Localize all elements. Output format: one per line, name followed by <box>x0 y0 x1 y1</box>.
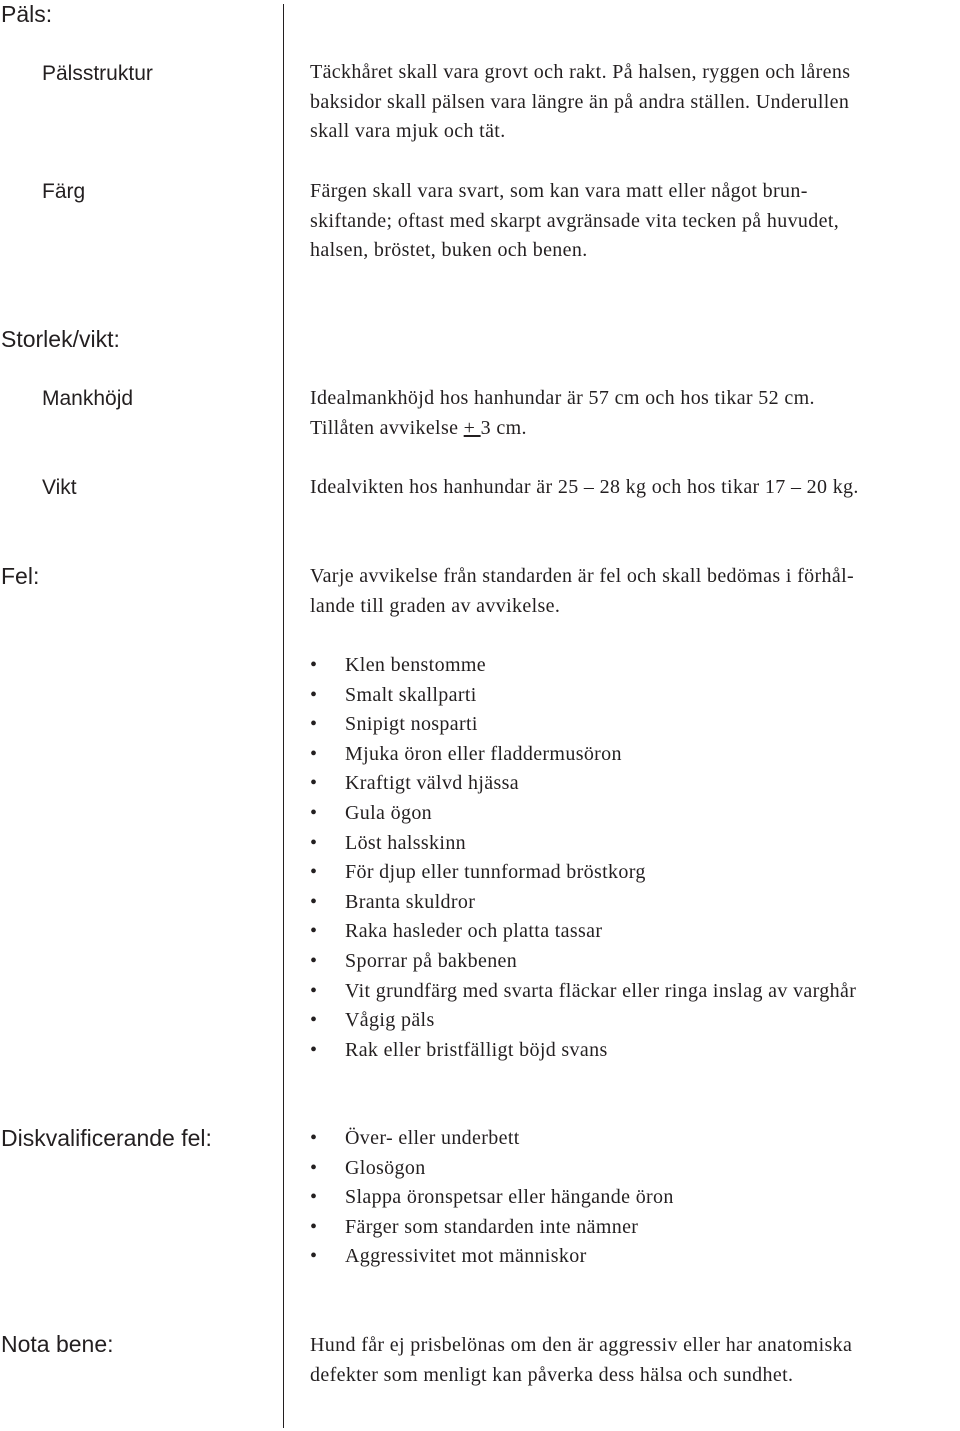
bullet: • <box>310 1127 318 1149</box>
section-heading-fel: Fel: <box>1 563 40 589</box>
section-heading-nota: Nota bene: <box>1 1331 114 1357</box>
list-item <box>310 769 856 799</box>
list-item-text: Vit grundfärg med svarta fläckar eller ringa inslag av varghår <box>345 979 857 1002</box>
column-divider <box>283 4 284 1428</box>
list-item <box>310 977 856 1007</box>
label-vikt: Vikt <box>42 476 77 499</box>
list-item-text: Smalt skallparti <box>345 683 477 706</box>
text-palsstruktur <box>310 58 850 147</box>
list-item <box>310 947 856 977</box>
bullet: • <box>310 831 318 854</box>
tolerance-prefix: Tillåten avvikelse <box>310 416 464 439</box>
bullet: • <box>310 742 318 765</box>
list-item <box>310 740 856 770</box>
text-fel-intro <box>310 562 854 621</box>
list-item <box>310 710 856 740</box>
list-item-text: Mjuka öron eller fladdermusöron <box>345 742 622 765</box>
text-nota <box>310 1331 852 1390</box>
bullet: • <box>310 772 318 795</box>
plus-minus-sign: + <box>463 416 481 439</box>
bullet: • <box>310 920 318 943</box>
bullet: • <box>310 1038 318 1061</box>
text-farg <box>310 177 839 266</box>
list-item <box>310 1183 674 1213</box>
list-item <box>310 888 856 918</box>
text-line: Hund får ej prisbelönas om den är aggressiv eller har anatomiska <box>310 1334 853 1356</box>
list-item <box>310 799 856 829</box>
list-item-text: Vågig päls <box>345 1009 435 1032</box>
list-item-text: Branta skuldror <box>345 890 476 913</box>
section-heading-diskval: Diskvalificerande fel: <box>1 1125 212 1151</box>
bullet: • <box>310 890 318 913</box>
list-item <box>310 651 856 681</box>
list-item <box>310 858 856 888</box>
list-item <box>310 1213 674 1243</box>
text-line: Varje avvikelse från standarden är fel och skall bedömas i förhål- <box>310 565 854 587</box>
bullet: • <box>310 1245 318 1268</box>
label-palsstruktur: Pälsstruktur <box>42 62 153 85</box>
bullet: • <box>310 654 318 676</box>
list-item <box>310 1154 674 1184</box>
bullet: • <box>310 1215 318 1238</box>
list-item-text: Klen benstomme <box>345 654 486 676</box>
list-item-text: Över- eller underbett <box>345 1127 520 1149</box>
fel-list <box>310 651 856 1065</box>
list-item <box>310 829 856 859</box>
text-line-tolerance <box>310 414 815 444</box>
text-line: baksidor skall pälsen vara längre än på andra ställen. Underullen <box>310 90 850 113</box>
list-item <box>310 1124 674 1154</box>
label-mankhojd: Mankhöjd <box>42 387 134 410</box>
bullet: • <box>310 861 318 884</box>
text-line: defekter som menligt kan påverka dess hälsa och sundhet. <box>310 1363 794 1386</box>
bullet: • <box>310 979 318 1002</box>
section-heading-pals: Päls: <box>1 1 53 27</box>
text-line: Täckhåret skall vara grovt och rakt. På halsen, ryggen och lårens <box>310 61 851 83</box>
list-item-text: Kraftigt välvd hjässa <box>345 772 519 795</box>
list-item-text: Löst halsskinn <box>345 831 467 854</box>
diskval-list <box>310 1124 674 1272</box>
bullet: • <box>310 801 318 824</box>
list-item-text: Glosögon <box>345 1156 426 1179</box>
list-item <box>310 681 856 711</box>
list-item-text: Aggressivitet mot människor <box>345 1245 587 1268</box>
text-line: skiftande; oftast med skarpt avgränsade vita tecken på huvudet, <box>310 209 840 232</box>
list-item-text: Slappa öronspetsar eller hängande öron <box>345 1186 674 1209</box>
list-item-text: Rak eller bristfälligt böjd svans <box>345 1038 608 1061</box>
label-farg: Färg <box>42 180 86 203</box>
text-mankhojd <box>310 384 815 443</box>
bullet: • <box>310 1186 318 1209</box>
text-line: Idealmankhöjd hos hanhundar är 57 cm och hos tikar 52 cm. <box>310 387 815 409</box>
bullet: • <box>310 949 318 972</box>
text-line: Färgen skall vara svart, som kan vara matt eller något brun- <box>310 180 808 202</box>
list-item <box>310 1036 856 1066</box>
text-line: skall vara mjuk och tät. <box>310 120 506 143</box>
text-line: halsen, bröstet, buken och benen. <box>310 239 588 262</box>
tolerance-value: 3 cm. <box>480 416 527 439</box>
bullet: • <box>310 713 318 736</box>
list-item-text: Sporrar på bakbenen <box>345 949 518 972</box>
list-item-text: Raka hasleder och platta tassar <box>345 920 603 943</box>
bullet: • <box>310 1009 318 1032</box>
list-item <box>310 1006 856 1036</box>
section-heading-storlek: Storlek/vikt: <box>1 326 120 352</box>
bullet: • <box>310 683 318 706</box>
list-item <box>310 1242 674 1272</box>
list-item <box>310 917 856 947</box>
list-item-text: Snipigt nosparti <box>345 713 478 736</box>
list-item-text: Gula ögon <box>345 801 433 824</box>
bullet: • <box>310 1156 318 1179</box>
text-line: lande till graden av avvikelse. <box>310 594 561 617</box>
list-item-text: Färger som standarden inte nämner <box>345 1215 639 1238</box>
list-item-text: För djup eller tunnformad bröstkorg <box>345 861 646 884</box>
text-vikt: Idealvikten hos hanhundar är 25 – 28 kg och hos tikar 17 – 20 kg. <box>310 476 859 498</box>
